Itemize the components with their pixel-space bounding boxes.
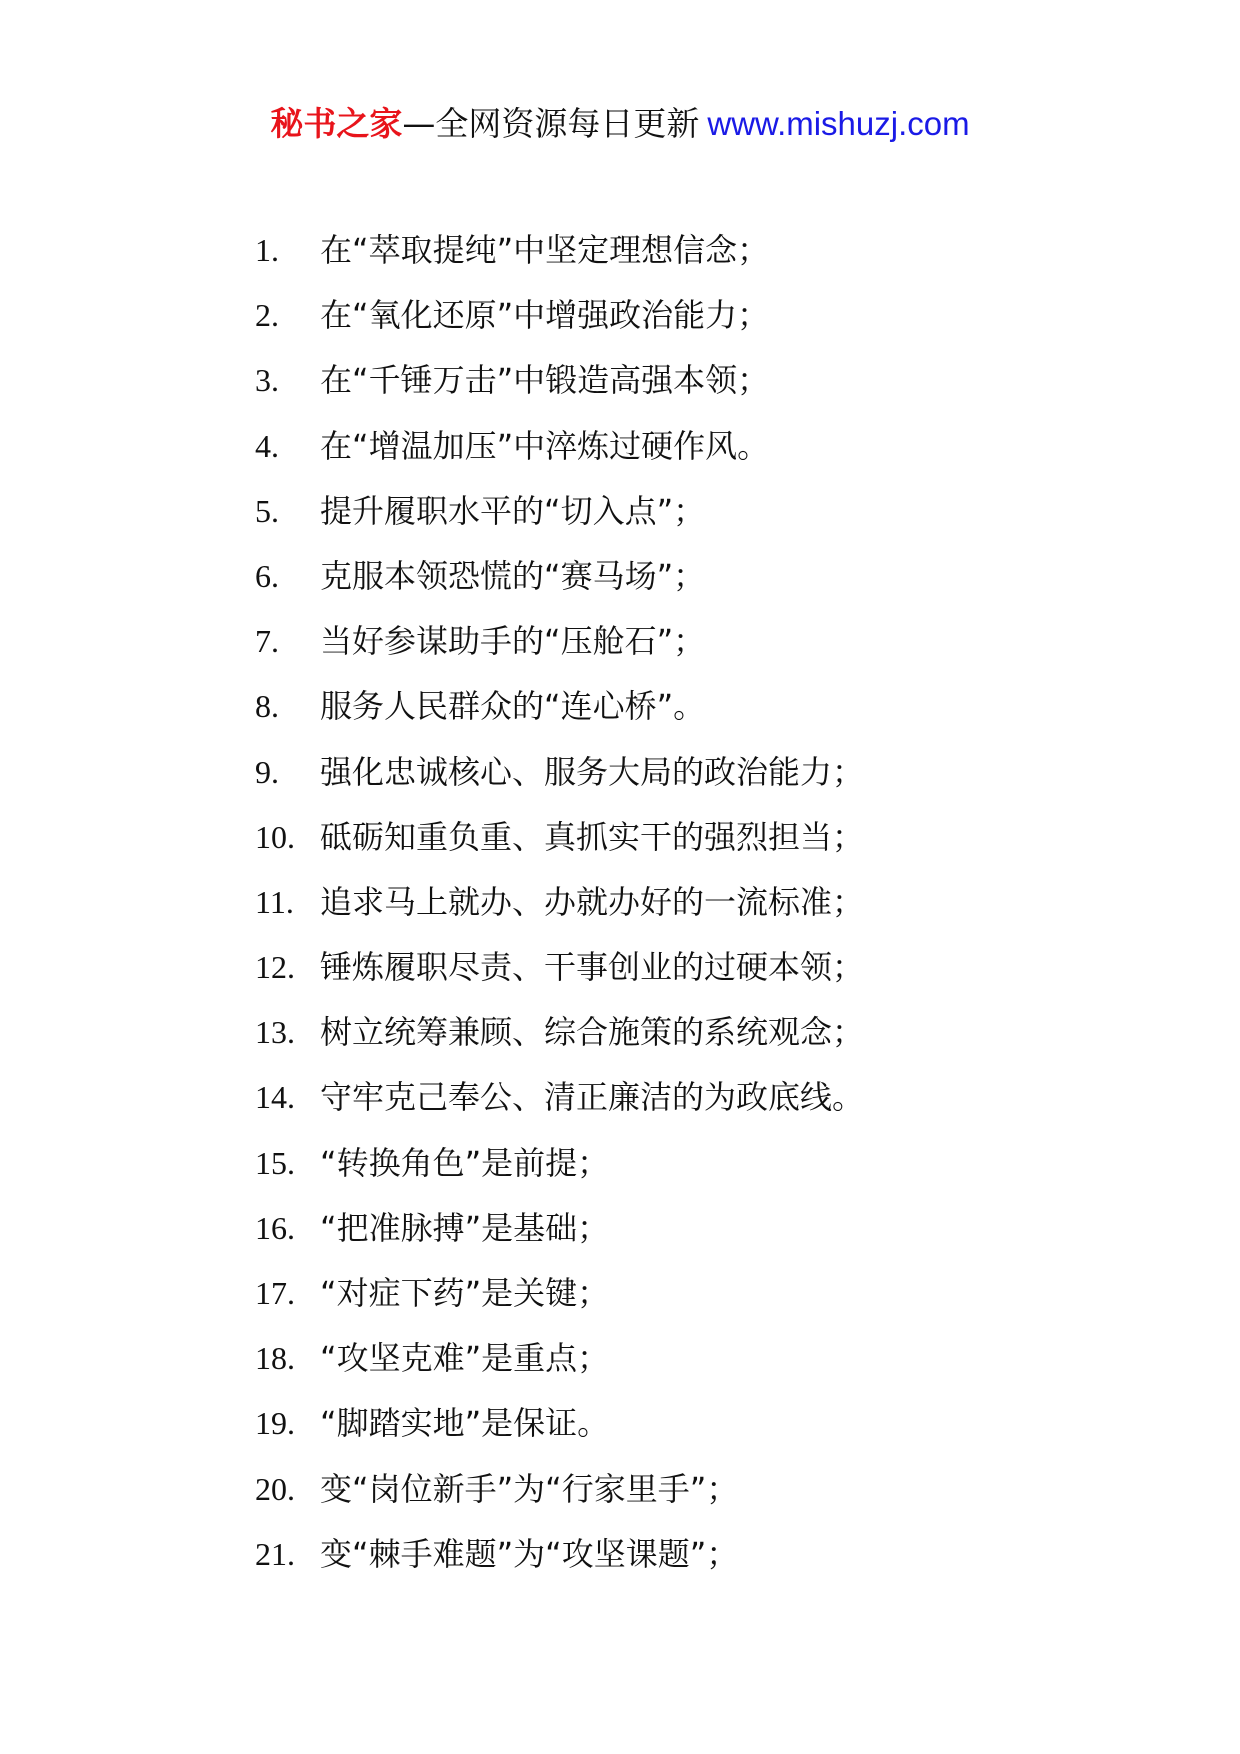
item-text: 守牢克己奉公、清正廉洁的为政底线。: [320, 1078, 865, 1117]
item-text: 锤炼履职尽责、干事创业的过硬本领；: [320, 948, 865, 987]
brand-name: 秘书之家: [270, 104, 403, 143]
list-item: [255, 1204, 864, 1269]
list-item: [255, 422, 864, 487]
list-item: [255, 1008, 864, 1073]
item-number: 19.: [255, 1405, 295, 1442]
item-text: 在“氧化还原”中增强政治能力；: [320, 296, 770, 335]
numbered-list: [255, 226, 864, 1595]
item-text: 砥砺知重负重、真抓实干的强烈担当；: [320, 817, 865, 856]
item-number: 14.: [255, 1079, 295, 1116]
website-url: www.mishuzj.com: [707, 105, 970, 142]
item-text: “转换角色”是前提；: [320, 1143, 610, 1182]
list-item: [255, 1269, 864, 1334]
item-text: 克服本领恐慌的“赛马场”；: [320, 556, 706, 595]
list-item: [255, 682, 864, 747]
item-number: 20.: [255, 1470, 295, 1507]
item-number: 6.: [255, 557, 279, 594]
item-number: 1.: [255, 232, 279, 268]
item-number: 18.: [255, 1340, 295, 1377]
item-number: 8.: [255, 688, 279, 725]
item-number: 2.: [255, 297, 279, 334]
item-text: 变“岗位新手”为“行家里手”；: [320, 1469, 739, 1508]
list-item: [255, 226, 864, 291]
item-text: 强化忠诚核心、服务大局的政治能力；: [320, 752, 865, 791]
item-text: 当好参谋助手的“压舱石”；: [320, 622, 706, 661]
item-number: 16.: [255, 1209, 295, 1246]
item-text: 追求马上就办、办就办好的一流标准；: [320, 882, 865, 921]
list-item: [255, 1465, 864, 1530]
item-text: 在“千锤万击”中锻造高强本领；: [320, 361, 770, 400]
item-number: 11.: [255, 883, 294, 920]
item-text: 变“棘手难题”为“攻坚课题”；: [320, 1534, 739, 1573]
item-text: “攻坚克难”是重点；: [320, 1339, 610, 1378]
item-number: 15.: [255, 1144, 295, 1181]
item-number: 9.: [255, 753, 279, 790]
list-item: [255, 878, 864, 943]
header-slogan: —全网资源每日更新: [402, 104, 700, 143]
item-text: “把准脉搏”是基础；: [320, 1208, 610, 1247]
list-item: [255, 356, 864, 421]
list-item: [255, 487, 864, 552]
list-item: [255, 552, 864, 617]
list-item: [255, 1530, 864, 1595]
item-text: “对症下药”是关键；: [320, 1274, 610, 1312]
list-item: [255, 617, 864, 682]
list-item: [255, 1334, 864, 1399]
item-number: 13.: [255, 1014, 295, 1051]
item-number: 17.: [255, 1275, 295, 1311]
list-item: [255, 1139, 864, 1204]
item-text: 提升履职水平的“切入点”；: [320, 491, 706, 530]
item-number: 7.: [255, 623, 279, 660]
item-number: 12.: [255, 949, 295, 986]
list-item: [255, 943, 864, 1008]
item-text: “脚踏实地”是保证。: [320, 1404, 610, 1443]
item-number: 21.: [255, 1535, 295, 1572]
item-number: 10.: [255, 818, 295, 855]
page-header: [0, 100, 1240, 148]
item-text: 在“萃取提纯”中坚定理想信念；: [320, 231, 770, 269]
list-item: [255, 813, 864, 878]
item-text: 服务人民群众的“连心桥”。: [320, 687, 706, 726]
list-item: [255, 748, 864, 813]
item-text: 在“增温加压”中淬炼过硬作风。: [320, 426, 770, 465]
item-number: 4.: [255, 427, 279, 464]
list-item: [255, 1073, 864, 1138]
list-item: [255, 291, 864, 356]
item-number: 5.: [255, 492, 279, 529]
item-number: 3.: [255, 362, 279, 399]
item-text: 树立统筹兼顾、综合施策的系统观念；: [320, 1013, 865, 1052]
list-item: [255, 1399, 864, 1464]
